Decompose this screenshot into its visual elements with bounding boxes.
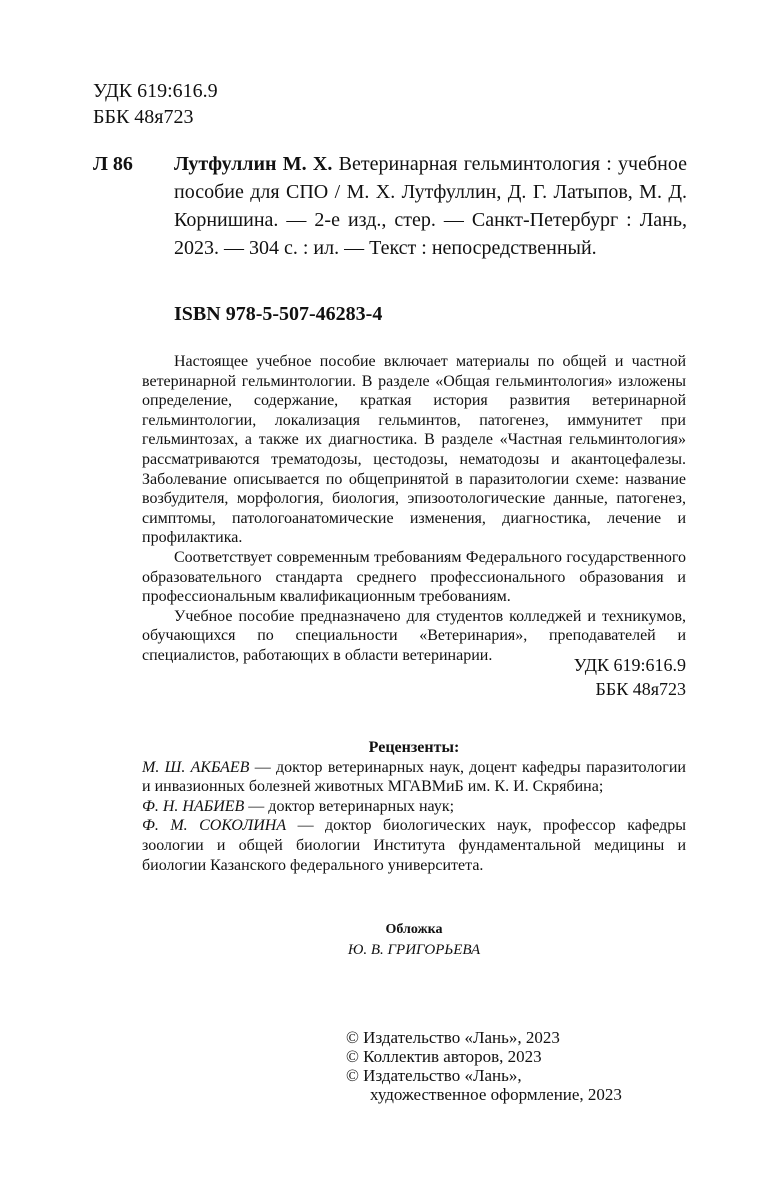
reviewer-credentials: — доктор ветеринарных наук, доцент кафедры паразитологии и инвазионных болезней животных МГАВМиБ им. К. И. Скрябина; xyxy=(142,758,686,796)
copyright-block xyxy=(346,1028,622,1104)
description-text: Ветеринарная гельминтология : учебное пособие для СПО / М. Х. Лутфуллин, Д. Г. Латыпов, М. Д. Корнишина. — 2-е изд., стер. — Санкт-Петербург : Лань, 2023. — 304 с. : ил. — Текст : непосредственный. xyxy=(174,153,687,259)
reviewer-credentials: — доктор биологических наук, профессор кафедры зоологии и общей биологии Института фундаментальной медицины и биологии Казанского федерального университета. xyxy=(142,817,687,874)
reviewer-name: М. Ш. АКБАЕВ xyxy=(142,758,250,776)
reviewer-item xyxy=(142,816,686,875)
cover-heading: Обложка xyxy=(385,922,443,937)
annotation-paragraph: Соответствует современным требованиям Федерального государственного образовательного стандарта среднего профессионального образования и профессиональным квалификационным требованиям. xyxy=(142,548,686,606)
bibliographic-entry xyxy=(93,150,687,262)
reviewer-credentials: — доктор ветеринарных наук; xyxy=(244,797,455,815)
copyright-line: © Издательство «Лань», xyxy=(346,1066,522,1085)
cover-designer: Ю. В. ГРИГОРЬЕВА xyxy=(347,942,481,958)
reviewers-section xyxy=(142,738,686,875)
copyright-line: © Коллектив авторов, 2023 xyxy=(346,1047,542,1066)
cover-credit xyxy=(142,920,686,960)
classification-bottom xyxy=(142,653,686,701)
author-code: Л 86 xyxy=(93,153,133,175)
isbn: ISBN 978-5-507-46283-4 xyxy=(174,303,383,325)
author-name: Лутфуллин М. Х. xyxy=(174,153,333,175)
udk-code: УДК 619:616.9 xyxy=(93,80,218,102)
reviewer-name: Ф. М. СОКОЛИНА xyxy=(142,817,287,835)
bbk-code: ББК 48я723 xyxy=(93,106,194,128)
copyright-line: художественное оформление, 2023 xyxy=(370,1085,622,1104)
reviewer-name: Ф. Н. НАБИЕВ xyxy=(142,797,245,815)
reviewer-item xyxy=(142,758,686,797)
bibliographic-description xyxy=(174,150,687,262)
reviewers-heading: Рецензенты: xyxy=(368,739,460,756)
annotation xyxy=(142,352,686,666)
bbk-code: ББК 48я723 xyxy=(595,679,686,699)
annotation-paragraph: Настоящее учебное пособие включает материалы по общей и частной ветеринарной гельминтологии. В разделе «Общая гельминтология» изложены определение, содержание, краткая история развития ветеринарной гельминтологии, локализация гельминтов, патогенез, иммунитет при гельминтозах, а также их диагностика. В разделе «Частная гельминтология» рассматриваются трематодозы, цестодозы, нематодозы и акантоцефалезы. Заболевание описывается по общепринятой в паразитологии схеме: название возбудителя, морфология, биология, эпизоотологические данные, патогенез, симптомы, патологоанатомические изменения, диагностика, лечение и профилактика. xyxy=(142,353,686,547)
classification-top xyxy=(93,78,218,130)
annotation-paragraph: Учебное пособие предназначено для студентов колледжей и техникумов, обучающихся по специальности «Ветеринария», преподавателей и специалистов, работающих в области ветеринарии. xyxy=(142,607,686,664)
reviewer-item xyxy=(142,797,686,817)
udk-code: УДК 619:616.9 xyxy=(573,655,686,675)
copyright-line: © Издательство «Лань», 2023 xyxy=(346,1028,560,1047)
